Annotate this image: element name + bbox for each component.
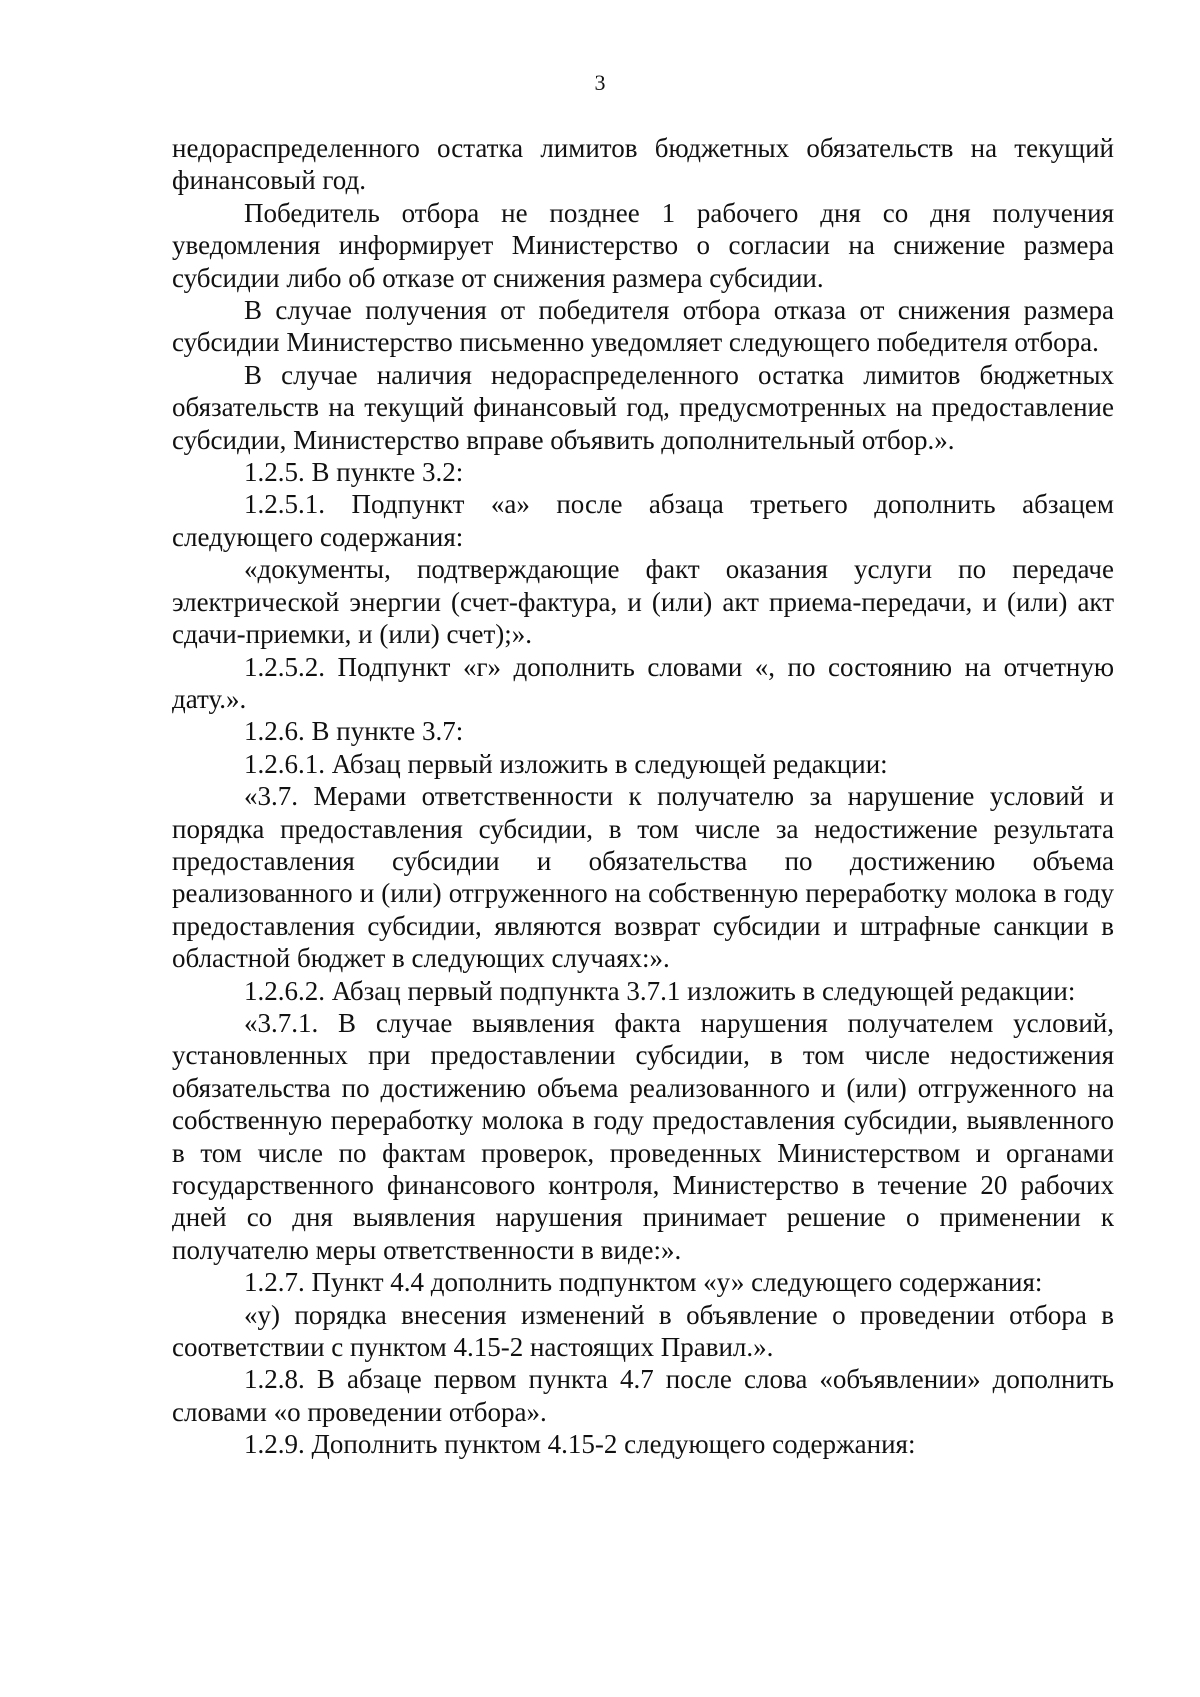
paragraph: В случае наличия недораспределенного остатка лимитов бюджетных обязательств на текущий финансовый год, предусмотренных на предоставление субсидии, Министерство вправе объявить дополнительный отбор.». xyxy=(172,359,1114,455)
paragraph: 1.2.8. В абзаце первом пункта 4.7 после слова «объявлении» дополнить словами «о проведении отбора». xyxy=(172,1364,1114,1427)
paragraph: 1.2.5.2. Подпункт «г» дополнить словами «, по состоянию на отчетную дату.». xyxy=(172,651,1114,714)
paragraph: «у) порядка внесения изменений в объявление о проведении отбора в соответствии с пунктом 4.15-2 настоящих Правил.». xyxy=(172,1299,1114,1363)
paragraph: 1.2.9. Дополнить пунктом 4.15-2 следующего содержания: xyxy=(244,1429,916,1460)
document-body xyxy=(172,132,1114,1461)
page-number: 3 xyxy=(594,70,606,95)
paragraph: «3.7.1. В случае выявления факта нарушения получателем условий, установленных при предоставлении субсидии, в том числе недостижения обязательства по достижению объема реализованного и (или) отгруженного на собственную переработку молока в году предоставления субсидии, выявленного в том числе по фактам проверок, проведенных Министерством и органами государственного финансового контроля, Министерство в течение 20 рабочих дней со дня выявления нарушения принимает решение о применении к получателю меры ответственности в виде:». xyxy=(172,1007,1114,1265)
paragraph: Победитель отбора не позднее 1 рабочего дня со дня получения уведомления информирует Министерство о согласии на снижение размера субсидии либо об отказе от снижения размера субсидии. xyxy=(172,197,1114,293)
paragraph: «3.7. Мерами ответственности к получателю за нарушение условий и порядка предоставления субсидии, в том числе за недостижение результата предоставления субсидии и обязательства по достижению объема реализованного и (или) отгруженного на собственную переработку молока в году предоставления субсидии, являются возврат субсидии и штрафные санкции в областной бюджет в следующих случаях:». xyxy=(172,781,1114,974)
paragraph: 1.2.5. В пункте 3.2: xyxy=(244,457,464,488)
paragraph: 1.2.5.1. Подпункт «а» после абзаца третьего дополнить абзацем следующего содержания: xyxy=(172,489,1114,552)
paragraph: 1.2.6.2. Абзац первый подпункта 3.7.1 изложить в следующей редакции: xyxy=(244,975,1076,1006)
paragraph: 1.2.6. В пункте 3.7: xyxy=(244,716,464,747)
paragraph: «документы, подтверждающие факт оказания услуги по передаче электрической энергии (счет-фактура, и (или) акт приема-передачи, и (или) акт сдачи-приемки, и (или) счет);». xyxy=(172,554,1114,650)
paragraph: В случае получения от победителя отбора отказа от снижения размера субсидии Министерство письменно уведомляет следующего победителя отбора. xyxy=(172,295,1114,358)
paragraph: 1.2.6.1. Абзац первый изложить в следующей редакции: xyxy=(244,748,888,779)
paragraph: недораспределенного остатка лимитов бюджетных обязательств на текущий финансовый год. xyxy=(172,133,1114,196)
paragraph: 1.2.7. Пункт 4.4 дополнить подпунктом «у» следующего содержания: xyxy=(244,1267,1043,1298)
